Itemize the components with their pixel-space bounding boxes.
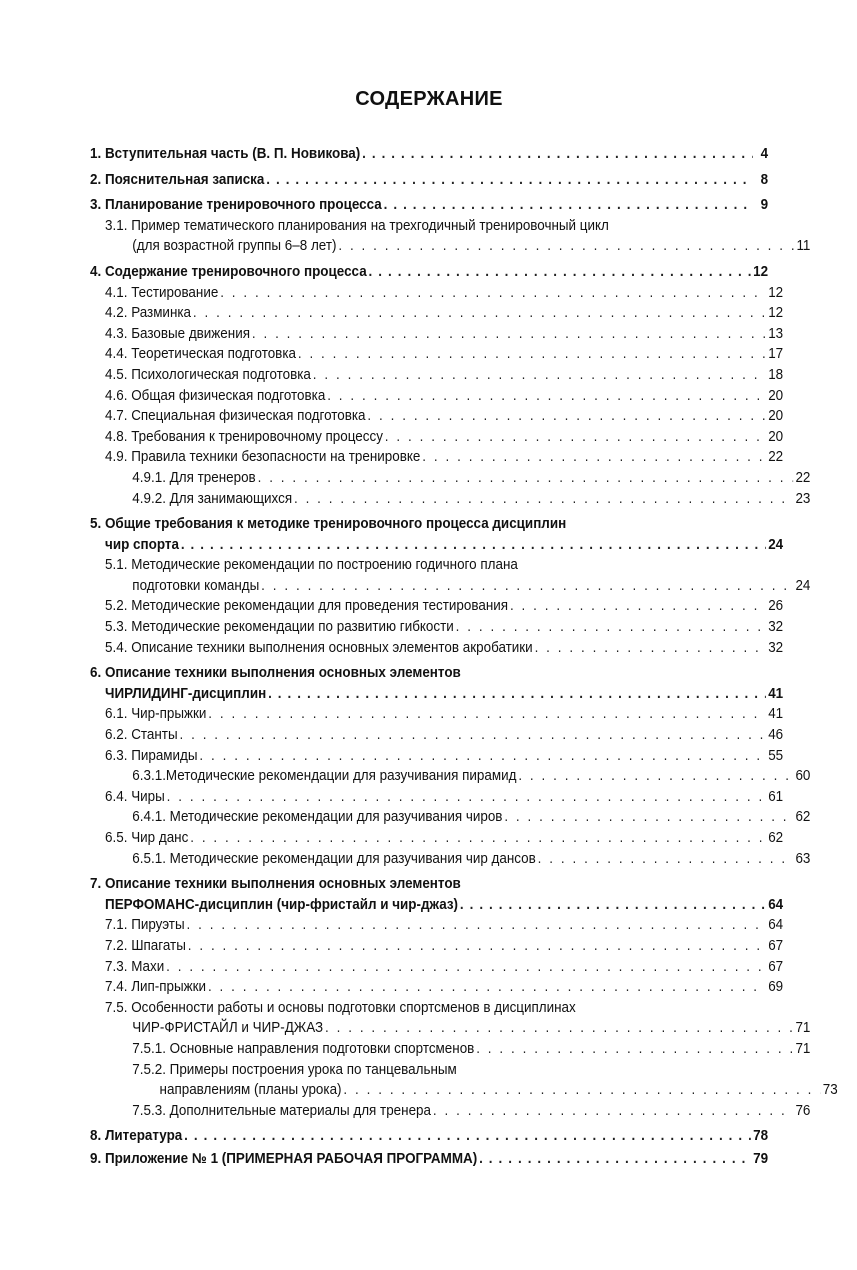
toc-entry-title: подготовки команды <box>132 577 260 594</box>
toc-entry-title: 3. Планирование тренировочного процесса <box>90 197 382 214</box>
toc-entry[interactable] <box>90 787 783 808</box>
leader-dots <box>422 447 766 468</box>
toc-entry-title: 5.4. Описание техники выполнения основных элементов акробатики <box>105 639 533 656</box>
toc-entry-page: 22 <box>795 469 811 486</box>
toc-entry-page: 67 <box>768 937 784 954</box>
leader-dots <box>369 262 752 283</box>
toc-entry-page: 22 <box>768 449 784 466</box>
toc-entry[interactable] <box>90 1018 810 1039</box>
toc-entry[interactable] <box>90 977 783 998</box>
toc-entry-title: 4.9.2. Для занимающихся <box>132 490 293 507</box>
toc-entry-title: 7.3. Махи <box>105 958 165 975</box>
toc-entry-title: 4.8. Требования к тренировочному процессу <box>105 428 383 445</box>
leader-dots <box>252 324 766 345</box>
toc-entry[interactable] <box>90 1080 838 1101</box>
toc-entry-page: 26 <box>768 598 784 615</box>
leader-dots <box>166 957 766 978</box>
toc-entry[interactable] <box>90 365 783 386</box>
toc-entry[interactable] <box>90 1126 768 1147</box>
toc-entry-page: 18 <box>768 366 784 383</box>
toc-entry[interactable] <box>90 766 810 787</box>
leader-dots <box>187 915 767 936</box>
toc-entry-title: 7.1. Пируэты <box>105 917 185 934</box>
toc-entry[interactable] <box>90 386 783 407</box>
toc-entry-page: 20 <box>768 408 784 425</box>
leader-dots <box>535 638 767 659</box>
toc-entry-title: 7.5.3. Дополнительные материалы для тренера <box>132 1102 432 1119</box>
toc-entry-title: 7.5.2. Примеры построения урока по танцевальным <box>132 1061 457 1078</box>
leader-dots <box>384 195 753 216</box>
toc-entry-page: 61 <box>768 788 784 805</box>
toc-entry-title: 6.3.1.Методические рекомендации для разучивания пирамид <box>132 768 517 785</box>
toc-entry-page: 9 <box>760 197 769 214</box>
toc-entry[interactable] <box>90 1149 768 1170</box>
toc-entry-page: 41 <box>768 706 784 723</box>
leader-dots <box>338 236 794 257</box>
toc-entry[interactable] <box>90 725 783 746</box>
leader-dots <box>476 1039 793 1060</box>
leader-dots <box>266 170 753 191</box>
toc-entry[interactable] <box>90 895 783 916</box>
toc-entry-title: 4.7. Специальная физическая подготовка <box>105 408 366 425</box>
leader-dots <box>179 725 766 746</box>
toc-entry[interactable] <box>90 849 810 870</box>
toc-entry[interactable] <box>90 283 783 304</box>
toc-entry-page: 13 <box>768 325 784 342</box>
table-of-contents <box>90 139 838 1170</box>
toc-entry-title: 7.2. Шпагаты <box>105 937 186 954</box>
toc-entry-title: ЧИР-ФРИСТАЙЛ и ЧИР-ДЖАЗ <box>132 1020 324 1037</box>
toc-entry[interactable] <box>90 262 768 283</box>
toc-entry-page: 32 <box>768 619 784 636</box>
leader-dots <box>385 427 767 448</box>
leader-dots <box>325 1018 794 1039</box>
toc-entry-title: 6. Описание техники выполнения основных элементов <box>90 665 461 682</box>
leader-dots <box>433 1101 794 1122</box>
toc-entry[interactable] <box>90 236 810 257</box>
toc-entry-page: 11 <box>796 238 811 255</box>
page-title: СОДЕРЖАНИЕ <box>355 88 503 110</box>
toc-entry-title: 5.2. Методические рекомендации для проведения тестирования <box>105 598 509 615</box>
toc-entry[interactable] <box>90 344 783 365</box>
leader-dots <box>261 576 793 597</box>
toc-entry-title: 7.5.1. Основные направления подготовки спортсменов <box>132 1040 475 1057</box>
toc-entry[interactable] <box>90 195 768 216</box>
leader-dots <box>220 283 766 304</box>
toc-entry-title: 5.3. Методические рекомендации по развитию гибкости <box>105 619 454 636</box>
toc-entry-title: 1. Вступительная часть (В. П. Новикова) <box>90 146 361 162</box>
toc-entry-title: 5. Общие требования к методике тренировочного процесса дисциплин <box>90 516 567 533</box>
leader-dots <box>208 977 766 998</box>
leader-dots <box>510 596 766 617</box>
toc-entry-title: 6.1. Чир-прыжки <box>105 706 207 723</box>
toc-entry-title: 8. Литература <box>90 1128 183 1145</box>
toc-entry[interactable] <box>90 704 783 725</box>
toc-entry-title: 9. Приложение № 1 (ПРИМЕРНАЯ РАБОЧАЯ ПРОГРАММА) <box>90 1150 478 1167</box>
toc-entry-title: 6.4. Чиры <box>105 788 165 805</box>
leader-dots <box>298 344 766 365</box>
toc-entry[interactable] <box>90 170 768 191</box>
leader-dots <box>181 535 766 556</box>
toc-entry-title: 4.6. Общая физическая подготовка <box>105 387 326 404</box>
leader-dots <box>343 1080 820 1101</box>
toc-entry[interactable] <box>90 915 783 936</box>
leader-dots <box>313 365 767 386</box>
toc-entry-title: направлениям (планы урока) <box>159 1082 342 1099</box>
toc-entry[interactable] <box>90 144 768 165</box>
toc-entry-title: 4.9.1. Для тренеров <box>132 469 256 486</box>
toc-entry[interactable] <box>90 1101 810 1122</box>
toc-entry-title: 3.1. Пример тематического планирования на трехгодичный тренировочный цикл <box>105 217 609 234</box>
toc-entry-page: 4 <box>760 146 769 162</box>
leader-dots <box>504 807 793 828</box>
leader-dots <box>258 468 794 489</box>
toc-entry-title: ЧИРЛИДИНГ-дисциплин <box>105 685 267 702</box>
toc-entry[interactable] <box>90 807 810 828</box>
toc-entry[interactable] <box>90 684 783 705</box>
leader-dots <box>518 766 793 787</box>
leader-dots <box>208 704 766 725</box>
toc-entry-page: 24 <box>768 536 784 553</box>
toc-entry-page: 32 <box>768 639 784 656</box>
toc-entry-page: 20 <box>768 428 784 445</box>
leader-dots <box>188 936 767 957</box>
toc-entry-page: 63 <box>795 850 811 867</box>
leader-dots <box>460 895 766 916</box>
toc-entry-page: 64 <box>768 917 784 934</box>
toc-entry[interactable] <box>90 874 768 895</box>
toc-entry[interactable] <box>90 447 783 468</box>
toc-entry-page: 55 <box>768 747 784 764</box>
toc-entry[interactable] <box>90 555 783 576</box>
toc-entry[interactable] <box>90 324 783 345</box>
toc-entry-title: 6.2. Станты <box>105 727 178 744</box>
toc-entry-title: 5.1. Методические рекомендации по построению годичного плана <box>105 557 518 574</box>
toc-entry-page: 20 <box>768 387 784 404</box>
toc-entry-page: 73 <box>822 1082 838 1099</box>
toc-entry-page: 12 <box>768 284 784 301</box>
toc-entry[interactable] <box>90 427 783 448</box>
toc-entry[interactable] <box>90 663 768 684</box>
toc-entry-title: 4.1. Тестирование <box>105 284 219 301</box>
leader-dots <box>367 406 766 427</box>
toc-entry-page: 24 <box>795 577 811 594</box>
toc-entry-title: 6.5.1. Методические рекомендации для разучивания чир дансов <box>132 850 536 867</box>
leader-dots <box>362 144 753 165</box>
leader-dots <box>190 828 766 849</box>
toc-entry-title: 4.3. Базовые движения <box>105 325 250 342</box>
leader-dots <box>294 489 794 510</box>
toc-entry[interactable] <box>90 617 783 638</box>
toc-entry-title: (для возрастной группы 6–8 лет) <box>132 238 337 255</box>
leader-dots <box>327 386 766 407</box>
toc-entry[interactable] <box>90 468 810 489</box>
toc-entry-page: 41 <box>768 685 784 702</box>
toc-entry[interactable] <box>90 535 783 556</box>
toc-entry-page: 78 <box>753 1128 769 1145</box>
toc-entry-title: 7. Описание техники выполнения основных элементов <box>90 876 461 893</box>
toc-entry-title: 4. Содержание тренировочного процесса <box>90 263 367 280</box>
leader-dots <box>479 1149 751 1170</box>
toc-entry-page: 12 <box>768 305 784 322</box>
toc-entry-title: 2. Пояснительная записка <box>90 171 265 188</box>
toc-entry[interactable] <box>90 1039 810 1060</box>
toc-entry[interactable] <box>90 746 783 767</box>
toc-entry[interactable] <box>90 1060 810 1081</box>
toc-entry[interactable] <box>90 596 783 617</box>
toc-entry-title: 4.9. Правила техники безопасности на тренировке <box>105 449 421 466</box>
toc-entry[interactable] <box>90 489 810 510</box>
toc-entry[interactable] <box>90 957 783 978</box>
toc-entry[interactable] <box>90 828 783 849</box>
leader-dots <box>167 787 767 808</box>
toc-entry-title: 6.4.1. Методические рекомендации для разучивания чиров <box>132 809 503 826</box>
toc-entry-page: 71 <box>795 1020 811 1037</box>
toc-entry-page: 12 <box>753 263 769 280</box>
toc-entry[interactable] <box>90 303 783 324</box>
toc-entry-title: 4.4. Теоретическая подготовка <box>105 346 296 363</box>
toc-entry-page: 79 <box>753 1150 769 1167</box>
toc-entry-title: 6.3. Пирамиды <box>105 747 198 764</box>
toc-entry-page: 60 <box>795 768 811 785</box>
toc-entry-page: 67 <box>768 958 784 975</box>
toc-entry-title: 7.4. Лип-прыжки <box>105 979 207 996</box>
toc-entry[interactable] <box>90 936 783 957</box>
leader-dots <box>268 684 766 705</box>
toc-entry[interactable] <box>90 576 810 597</box>
toc-entry-title: 4.5. Психологическая подготовка <box>105 366 311 383</box>
leader-dots <box>184 1126 751 1147</box>
toc-entry-page: 62 <box>795 809 811 826</box>
toc-entry[interactable] <box>90 638 783 659</box>
toc-entry-page: 64 <box>768 896 784 913</box>
toc-entry[interactable] <box>90 998 783 1019</box>
toc-entry-page: 76 <box>795 1102 811 1119</box>
toc-entry[interactable] <box>90 406 783 427</box>
toc-entry-title: 4.2. Разминка <box>105 305 192 322</box>
leader-dots <box>538 849 794 870</box>
toc-entry-page: 8 <box>760 171 769 188</box>
toc-entry-page: 62 <box>768 830 784 846</box>
toc-entry-page: 69 <box>768 979 784 996</box>
toc-entry-title: 6.5. Чир данс <box>105 830 189 846</box>
toc-entry[interactable] <box>90 514 768 535</box>
leader-dots <box>456 617 767 638</box>
toc-entry-title: 7.5. Особенности работы и основы подготовки спортсменов в дисциплинах <box>105 999 576 1016</box>
leader-dots <box>193 303 766 324</box>
toc-entry-page: 17 <box>768 346 784 363</box>
toc-entry-title: чир спорта <box>105 536 179 553</box>
leader-dots <box>199 746 766 767</box>
toc-entry-title: ПЕРФОМАНС-дисциплин (чир-фристайл и чир-джаз) <box>105 896 458 913</box>
toc-entry-page: 23 <box>795 490 811 507</box>
toc-entry-page: 71 <box>795 1040 811 1057</box>
toc-entry-page: 46 <box>768 727 784 744</box>
toc-entry[interactable] <box>90 216 783 237</box>
